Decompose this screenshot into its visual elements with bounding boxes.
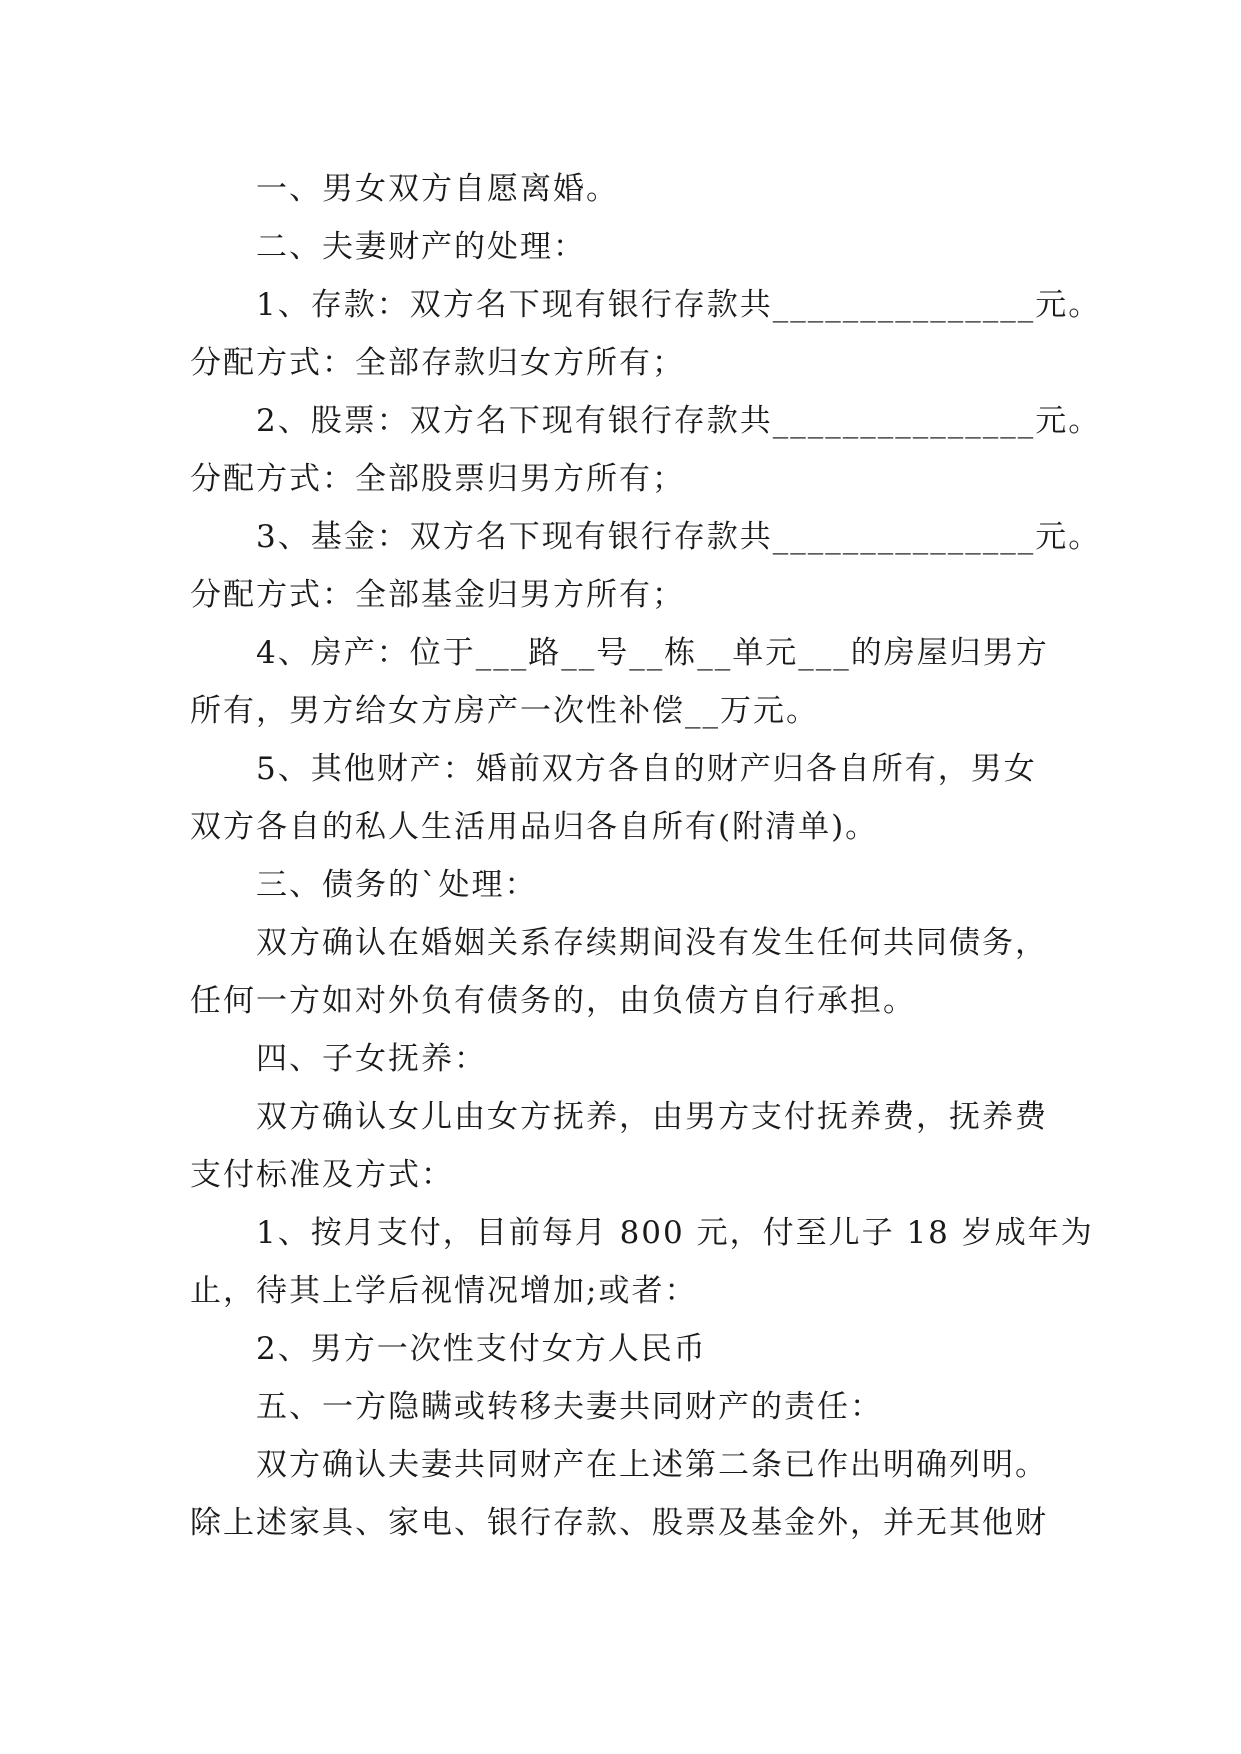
line-property-heading: 二、夫妻财产的处理： (256, 229, 586, 265)
line-monthly-payment-cont: 止，待其上学后视情况增加;或者： (190, 1273, 698, 1309)
line-stocks-allocation: 分配方式：全部股票归男方所有； (190, 461, 685, 497)
line-deposits: 1、存款：双方名下现有银行存款共_______________元。 (256, 287, 1102, 323)
line-monthly-payment: 1、按月支付，目前每月 800 元，付至儿子 18 岁成年为 (256, 1215, 1094, 1251)
line-concealment-cont: 除上述家具、家电、银行存款、股票及基金外，并无其他财 (190, 1505, 1048, 1541)
line-real-estate: 4、房产：位于___路__号__栋__单元___的房屋归男方 (256, 635, 1049, 671)
line-debt-cont: 任何一方如对外负有债务的，由负债方自行承担。 (190, 983, 916, 1019)
line-real-estate-cont: 所有，男方给女方房产一次性补偿__万元。 (190, 693, 819, 729)
document-body (190, 160, 1102, 1552)
line-debt: 双方确认在婚姻关系存续期间没有发生任何共同债务， (256, 925, 1048, 961)
line-custody-heading: 四、子女抚养： (256, 1041, 487, 1077)
line-other-property: 5、其他财产：婚前双方各自的财产归各自所有，男女 (256, 751, 1037, 787)
line-concealment-heading: 五、一方隐瞒或转移夫妻共同财产的责任： (256, 1389, 883, 1425)
line-deposits-allocation: 分配方式：全部存款归女方所有； (190, 345, 685, 381)
line-other-property-cont: 双方各自的私人生活用品归各自所有(附清单)。 (190, 809, 879, 845)
line-concealment: 双方确认夫妻共同财产在上述第二条已作出明确列明。 (256, 1447, 1048, 1483)
line-custody-cont: 支付标准及方式： (190, 1157, 454, 1193)
line-funds: 3、基金：双方名下现有银行存款共_______________元。 (256, 519, 1102, 555)
line-lump-sum: 2、男方一次性支付女方人民币 (256, 1331, 707, 1367)
line-custody: 双方确认女儿由女方抚养，由男方支付抚养费，抚养费 (256, 1099, 1048, 1135)
line-stocks: 2、股票：双方名下现有银行存款共_______________元。 (256, 403, 1102, 439)
line-funds-allocation: 分配方式：全部基金归男方所有； (190, 577, 685, 613)
line-divorce-agreement: 一、男女双方自愿离婚。 (256, 171, 619, 207)
line-debt-heading: 三、债务的`处理： (256, 867, 538, 903)
